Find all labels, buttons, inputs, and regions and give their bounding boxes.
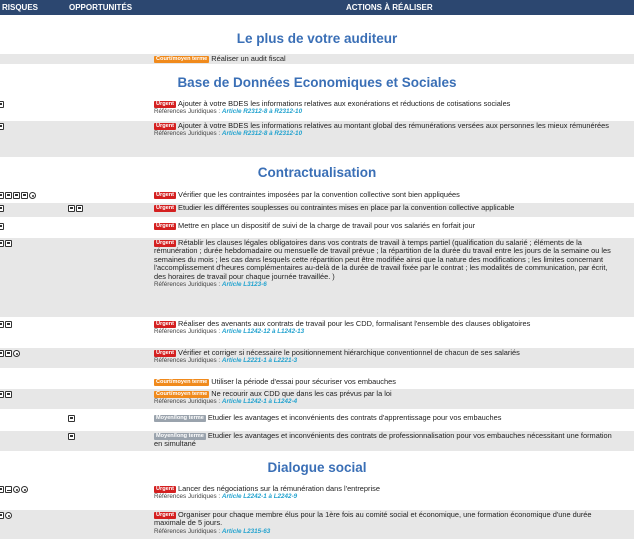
action-text bbox=[154, 485, 616, 500]
priority-badge: Urgent bbox=[156, 240, 175, 246]
legal-article-link[interactable]: Article L1242-12 à L1242-13 bbox=[221, 328, 305, 336]
car-icon bbox=[21, 192, 28, 199]
action-row bbox=[0, 413, 634, 422]
action-row bbox=[0, 221, 634, 235]
euro-icon bbox=[13, 486, 20, 493]
action-text bbox=[154, 100, 616, 115]
priority-badge: Urgent bbox=[156, 205, 175, 211]
legal-references bbox=[154, 328, 616, 335]
risk-icons bbox=[0, 192, 36, 199]
action-description: Etudier les avantages et inconvénients des contrats d'apprentissage pour vos embauches bbox=[207, 413, 502, 422]
doc-icon bbox=[0, 240, 4, 247]
action-description: Lancer des négociations sur la rémunération dans l'entreprise bbox=[178, 484, 380, 493]
contract-icon bbox=[5, 321, 12, 328]
action-text bbox=[154, 239, 616, 288]
legal-references-label: Références Juridiques : bbox=[154, 527, 222, 535]
action-text bbox=[154, 511, 616, 535]
legal-references bbox=[154, 281, 616, 288]
priority-badge: Court/moyen terme bbox=[156, 56, 208, 62]
legal-references-label: Références Juridiques : bbox=[154, 398, 222, 406]
action-row bbox=[0, 510, 634, 539]
doc-icon bbox=[0, 101, 4, 108]
legal-references-label: Références Juridiques : bbox=[154, 281, 222, 289]
doc-icon bbox=[0, 205, 4, 212]
doc-icon bbox=[0, 350, 4, 357]
priority-badge: Moyen/long terme bbox=[156, 433, 204, 439]
action-row bbox=[0, 484, 634, 504]
opp-icons bbox=[68, 433, 75, 440]
section-title-dialogue-social: Dialogue social bbox=[267, 460, 367, 475]
legal-references-label: Références Juridiques : bbox=[154, 357, 222, 365]
action-description: Vérifier et corriger si nécessaire le positionnement hiérarchique conventionnel de chacun de ses salariés bbox=[178, 348, 520, 357]
action-description: Ajouter à votre BDES les informations relatives aux exonérations et réductions de cotisations sociales bbox=[178, 99, 511, 108]
magnifier-icon bbox=[21, 486, 28, 493]
calendar-icon bbox=[13, 192, 20, 199]
legal-article-link[interactable]: Article L2221-1 à L2221-3 bbox=[221, 357, 298, 365]
action-text bbox=[154, 122, 616, 137]
action-text bbox=[154, 204, 616, 212]
column-actions: ACTIONS À RÉALISER bbox=[346, 3, 433, 12]
action-row bbox=[0, 190, 634, 200]
priority-badge: Urgent bbox=[156, 350, 175, 356]
action-description: Vérifier que les contraintes imposées par la convention collective sont bien appliquées bbox=[178, 190, 460, 199]
risk-icons bbox=[0, 205, 4, 212]
legal-article-link[interactable]: Article L1242-1 à L1242-4 bbox=[221, 398, 298, 406]
legal-references bbox=[154, 108, 616, 115]
calendar-icon bbox=[68, 433, 75, 440]
action-row bbox=[0, 99, 634, 119]
risk-icons bbox=[0, 223, 4, 230]
action-text bbox=[154, 222, 616, 230]
action-row bbox=[0, 348, 634, 368]
legal-references bbox=[154, 130, 616, 137]
opp-icons bbox=[68, 415, 75, 422]
action-description: Réaliser un audit fiscal bbox=[211, 54, 286, 63]
doc-icon bbox=[0, 123, 4, 130]
priority-badge: Urgent bbox=[156, 223, 175, 229]
action-description: Ne recourir aux CDD que dans les cas prévus par la loi bbox=[211, 389, 392, 398]
priority-badge: Urgent bbox=[156, 321, 175, 327]
section-title-bdes: Base de Données Economiques et Sociales bbox=[177, 75, 457, 90]
legal-article-link[interactable]: Article L2315-63 bbox=[221, 527, 271, 535]
legal-article-link[interactable]: Article L3123-6 bbox=[221, 281, 267, 289]
risk-icons bbox=[0, 321, 12, 328]
magnifier-icon bbox=[13, 350, 20, 357]
doc-icon bbox=[0, 512, 4, 519]
risk-icons bbox=[0, 512, 12, 519]
priority-badge: Court/moyen terme bbox=[156, 379, 208, 385]
euro-icon bbox=[5, 512, 12, 519]
doc-icon bbox=[0, 391, 4, 398]
action-row bbox=[0, 54, 634, 64]
action-row bbox=[0, 377, 634, 386]
priority-badge: Urgent bbox=[156, 123, 175, 129]
action-row bbox=[0, 389, 634, 409]
coins-icon bbox=[5, 192, 12, 199]
risk-icons bbox=[0, 391, 12, 398]
legal-article-link[interactable]: Article R2312-8 à R2312-10 bbox=[221, 108, 303, 116]
priority-badge: Urgent bbox=[156, 101, 175, 107]
action-row bbox=[0, 319, 634, 346]
coins-icon bbox=[5, 350, 12, 357]
action-description: Organiser pour chaque membre élus pour la 1ère fois au comité social et économique, une formation économique d'une durée maximale de 5 jours. bbox=[154, 510, 592, 528]
action-description: Rétablir les clauses légales obligatoires dans vos contrats de travail à temps partiel (qualification du salarié ; éléments de la rémunération ; durée hebdomadaire ou mensuelle de travail prévue ; la répartition de la durée du travail entre les jours de la semaine ou les semaines du mois ; les cas dans lesquels cette répartition peut être modifiée ainsi que la nature des modifications ; les limites concernant l'accomplissement d'heures complémentaires au-delà de la durée de travail fixée par le contrat ; les modalités de communication, par écrit, des horaires de travail pour chaque journée travaillée. ) bbox=[154, 238, 611, 281]
legal-references-label: Références Juridiques : bbox=[154, 130, 222, 138]
legal-references-label: Références Juridiques : bbox=[154, 493, 222, 501]
priority-badge: Moyen/long terme bbox=[156, 415, 204, 421]
contract-icon bbox=[5, 391, 12, 398]
priority-badge: Urgent bbox=[156, 486, 175, 492]
action-text bbox=[154, 55, 616, 63]
legal-article-link[interactable]: Article L2242-1 à L2242-9 bbox=[221, 493, 298, 501]
column-header-bar bbox=[0, 0, 634, 15]
contract-icon bbox=[5, 240, 12, 247]
action-text bbox=[154, 414, 616, 422]
action-description: Etudier les différentes souplesses ou contraintes mises en place par la convention collective applicable bbox=[178, 203, 515, 212]
legal-article-link[interactable]: Article R2312-8 à R2312-10 bbox=[221, 130, 303, 138]
risk-icons bbox=[0, 101, 4, 108]
action-description: Ajouter à votre BDES les informations relatives au montant global des rémunérations versées aux personnes les mieux rémunérées bbox=[178, 121, 609, 130]
action-text bbox=[154, 432, 616, 449]
priority-badge: Urgent bbox=[156, 192, 175, 198]
action-description: Réaliser des avenants aux contrats de travail pour les CDD, formalisant l'ensemble des clauses obligatoires bbox=[178, 319, 531, 328]
calendar-icon bbox=[68, 415, 75, 422]
legal-references bbox=[154, 357, 616, 364]
opp-icons bbox=[68, 205, 83, 212]
legal-references-label: Références Juridiques : bbox=[154, 108, 222, 116]
action-row bbox=[0, 431, 634, 451]
doc-icon bbox=[0, 223, 4, 230]
doc-icon bbox=[0, 192, 4, 199]
doc-icon bbox=[0, 486, 4, 493]
legal-references-label: Références Juridiques : bbox=[154, 328, 222, 336]
doc-icon bbox=[0, 321, 4, 328]
bank-icon bbox=[5, 486, 12, 493]
risk-icons bbox=[0, 240, 12, 247]
legal-references bbox=[154, 528, 616, 535]
priority-badge: Urgent bbox=[156, 512, 175, 518]
magnifier-icon bbox=[29, 192, 36, 199]
risk-icons bbox=[0, 350, 20, 357]
action-row bbox=[0, 238, 634, 317]
action-text bbox=[154, 378, 616, 386]
column-opportunites: OPPORTUNITÉS bbox=[69, 3, 133, 12]
action-row bbox=[0, 121, 634, 157]
action-text bbox=[154, 390, 616, 405]
action-text bbox=[154, 191, 616, 199]
risk-icons bbox=[0, 123, 4, 130]
action-text bbox=[154, 349, 616, 364]
action-description: Etudier les avantages et inconvénients des contrats de professionnalisation pour vos embauches nécessitant une formation en simultané bbox=[154, 431, 612, 449]
legal-references bbox=[154, 398, 616, 405]
flexibility-icon bbox=[76, 205, 83, 212]
calendar-icon bbox=[68, 205, 75, 212]
action-description: Mettre en place un dispositif de suivi de la charge de travail pour vos salariés en forfait jour bbox=[178, 221, 476, 230]
action-text bbox=[154, 320, 616, 335]
section-title-contractualisation: Contractualisation bbox=[257, 165, 377, 180]
action-row bbox=[0, 203, 634, 217]
column-risques: RISQUES bbox=[2, 3, 39, 12]
priority-badge: Court/moyen terme bbox=[156, 391, 208, 397]
section-title-auditeur: Le plus de votre auditeur bbox=[236, 31, 398, 46]
legal-references bbox=[154, 493, 616, 500]
risk-icons bbox=[0, 486, 28, 493]
action-description: Utiliser la période d'essai pour sécuriser vos embauches bbox=[211, 377, 396, 386]
